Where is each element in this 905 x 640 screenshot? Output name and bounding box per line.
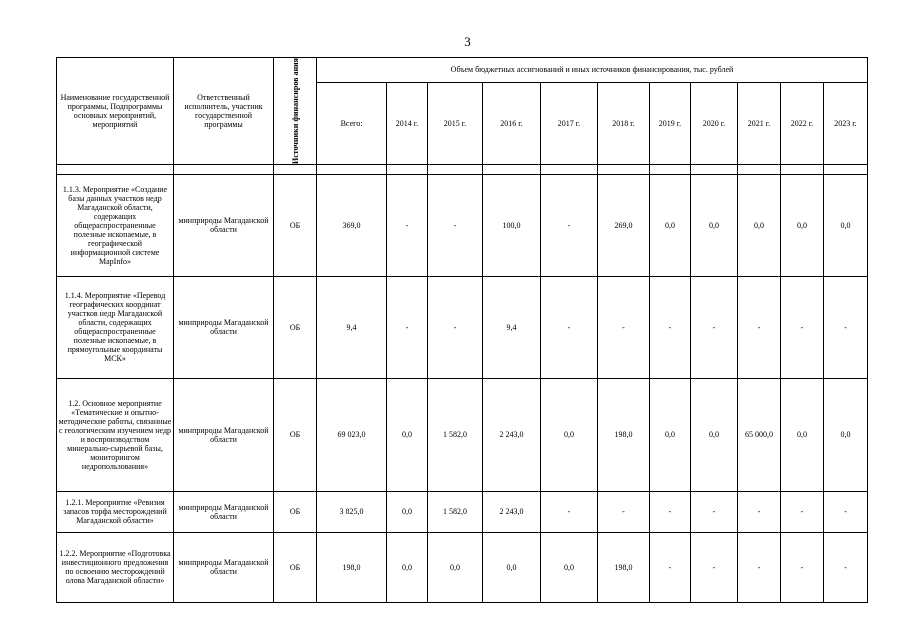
column-number [691, 164, 738, 174]
header-name: Наименование государственной программы, Подпрограммы основных мероприятий, мероприятий [57, 58, 174, 165]
column-number [598, 164, 650, 174]
total-cell: 369,0 [317, 174, 387, 276]
header-year: 2023 г. [824, 82, 868, 164]
column-number [738, 164, 781, 174]
column-number [387, 164, 428, 174]
column-number [781, 164, 824, 174]
activity-name: 1.2.2. Мероприятие «Подготовка инвестиционного предложения по освоению месторождений олова Магаданской области» [57, 532, 174, 602]
value-cell: 0,0 [650, 174, 691, 276]
source-cell: ОБ [274, 532, 317, 602]
value-cell: - [824, 276, 868, 378]
value-cell: - [387, 174, 428, 276]
value-cell: 0,0 [691, 378, 738, 491]
value-cell: - [824, 532, 868, 602]
column-number [541, 164, 598, 174]
value-cell: 0,0 [781, 174, 824, 276]
table-row [57, 532, 868, 602]
value-cell: 0,0 [650, 378, 691, 491]
activity-name: 1.2.1. Мероприятие «Ревизия запасов торфа месторождений Магаданской области» [57, 491, 174, 532]
value-cell: - [781, 491, 824, 532]
value-cell: 0,0 [428, 532, 483, 602]
value-cell: 0,0 [738, 174, 781, 276]
header-responsible: Ответственный исполнитель, участник государственной программы [174, 58, 274, 165]
column-number [824, 164, 868, 174]
activity-name: 1.1.3. Мероприятие «Создание базы данных участков недр Магаданской области, содержащих общераспространенные полезные ископаемые, в географической информационной системе MapInfo» [57, 174, 174, 276]
budget-table [56, 57, 868, 603]
source-cell: ОБ [274, 491, 317, 532]
column-number [317, 164, 387, 174]
value-cell: - [738, 276, 781, 378]
value-cell: 0,0 [387, 378, 428, 491]
column-number [57, 164, 174, 174]
value-cell: 9,4 [483, 276, 541, 378]
value-cell: 1 582,0 [428, 378, 483, 491]
column-number [174, 164, 274, 174]
total-cell: 3 825,0 [317, 491, 387, 532]
value-cell: 0,0 [691, 174, 738, 276]
value-cell: - [691, 491, 738, 532]
value-cell: - [428, 276, 483, 378]
table-row [57, 276, 868, 378]
value-cell: - [824, 491, 868, 532]
value-cell: - [598, 491, 650, 532]
value-cell: - [781, 532, 824, 602]
value-cell: 2 243,0 [483, 491, 541, 532]
column-number-row [57, 164, 868, 174]
header-year: 2017 г. [541, 82, 598, 164]
header-total: Всего: [317, 82, 387, 164]
column-number [650, 164, 691, 174]
value-cell: - [738, 491, 781, 532]
value-cell: - [541, 491, 598, 532]
source-cell: ОБ [274, 378, 317, 491]
value-cell: - [650, 276, 691, 378]
header-year: 2016 г. [483, 82, 541, 164]
total-cell: 198,0 [317, 532, 387, 602]
header-source: Источники финансиров ания [274, 58, 317, 165]
responsible-cell: минприроды Магаданской области [174, 174, 274, 276]
value-cell: 65 000,0 [738, 378, 781, 491]
value-cell: - [781, 276, 824, 378]
header-year: 2015 г. [428, 82, 483, 164]
column-number [483, 164, 541, 174]
activity-name: 1.2. Основное мероприятие «Тематические и опытно-методические работы, связанные с геологическим изучением недр и воспроизводством минерально-сырьевой базы, мониторингом недропользования» [57, 378, 174, 491]
value-cell: 198,0 [598, 378, 650, 491]
value-cell: 0,0 [541, 532, 598, 602]
header-volume: Объем бюджетных ассигнований и иных источников финансирования, тыс. рублей [317, 58, 868, 83]
value-cell: - [691, 532, 738, 602]
header-year: 2020 г. [691, 82, 738, 164]
responsible-cell: минприроды Магаданской области [174, 276, 274, 378]
header-year: 2021 г. [738, 82, 781, 164]
value-cell: - [650, 491, 691, 532]
value-cell: 0,0 [824, 174, 868, 276]
value-cell: 0,0 [387, 491, 428, 532]
source-cell: ОБ [274, 174, 317, 276]
value-cell: - [541, 276, 598, 378]
responsible-cell: минприроды Магаданской области [174, 491, 274, 532]
value-cell: 0,0 [483, 532, 541, 602]
column-number [274, 164, 317, 174]
table-row [57, 491, 868, 532]
page-number: 3 [464, 34, 471, 49]
value-cell: - [541, 174, 598, 276]
header-year: 2022 г. [781, 82, 824, 164]
value-cell: 2 243,0 [483, 378, 541, 491]
value-cell: 0,0 [541, 378, 598, 491]
total-cell: 69 023,0 [317, 378, 387, 491]
total-cell: 9,4 [317, 276, 387, 378]
activity-name: 1.1.4. Мероприятие «Перевод географических координат участков недр Магаданской области, содержащих общераспространенные полезные ископаемые, в прямоугольные координаты МСК» [57, 276, 174, 378]
source-cell: ОБ [274, 276, 317, 378]
value-cell: - [387, 276, 428, 378]
header-year: 2019 г. [650, 82, 691, 164]
responsible-cell: минприроды Магаданской области [174, 532, 274, 602]
value-cell: 1 582,0 [428, 491, 483, 532]
value-cell: - [598, 276, 650, 378]
value-cell: 0,0 [781, 378, 824, 491]
table-row [57, 378, 868, 491]
column-number [428, 164, 483, 174]
value-cell: 198,0 [598, 532, 650, 602]
value-cell: 100,0 [483, 174, 541, 276]
value-cell: 269,0 [598, 174, 650, 276]
value-cell: - [691, 276, 738, 378]
value-cell: - [738, 532, 781, 602]
value-cell: 0,0 [824, 378, 868, 491]
table-row [57, 174, 868, 276]
value-cell: - [428, 174, 483, 276]
value-cell: - [650, 532, 691, 602]
responsible-cell: минприроды Магаданской области [174, 378, 274, 491]
header-year: 2018 г. [598, 82, 650, 164]
value-cell: 0,0 [387, 532, 428, 602]
header-year: 2014 г. [387, 82, 428, 164]
